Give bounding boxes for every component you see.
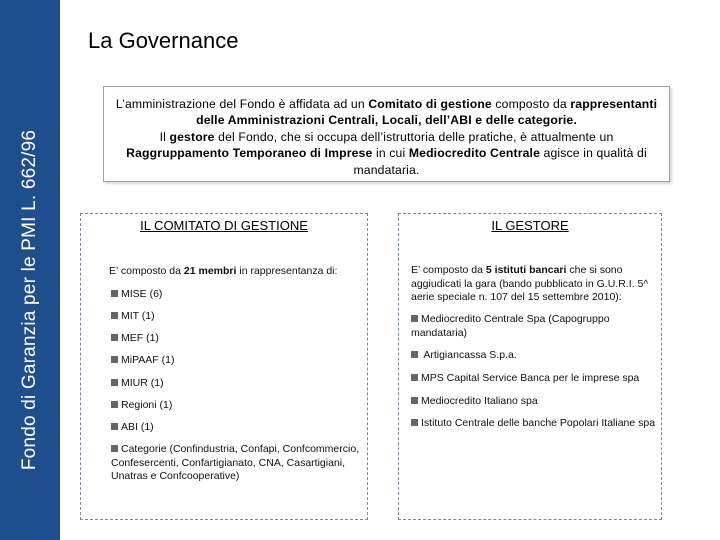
comitato-panel [80,213,368,520]
comitato-desc-text: E’ composto da [109,265,184,277]
list-item-label: Regioni (1) [121,398,173,411]
gestore-heading: IL GESTORE [491,218,569,233]
square-bullet-icon [411,315,418,322]
square-bullet-icon [411,374,418,381]
list-item-label: MEF (1) [121,332,159,345]
list-item [411,417,659,431]
comitato-desc-emphasis: 21 membri [183,265,237,277]
list-item [111,377,366,391]
sidebar-title: Fondo di Garanzia per le PMI L. 662/96 [19,129,40,471]
square-bullet-icon [111,356,118,363]
intro-box [103,86,670,182]
intro-text: agisce in qualità di mandataria. [353,146,647,177]
list-item-label: Mediocredito Centrale Spa (Capogruppo mandataria) [411,313,610,339]
list-item [111,310,366,324]
list-item [111,332,366,346]
square-bullet-icon [111,334,118,341]
square-bullet-icon [411,419,418,426]
intro-emphasis: Comitato di gestione [368,97,492,111]
square-bullet-icon [111,290,118,297]
gestore-desc-emphasis: 5 istituti bancari [485,264,567,276]
intro-emphasis: rappresentanti delle Amministrazioni Centrali, Locali, dell’ABI e delle categorie. [196,97,658,128]
list-item-label: ABI (1) [121,420,154,433]
list-item-label: Artigiancassa S.p.a. [421,349,517,362]
square-bullet-icon [111,379,118,386]
comitato-heading: IL COMITATO DI GESTIONE [140,218,308,233]
gestore-desc-text: che si sono aggiudicati la gara (bando pubblicato in G.U.R.I. 5^ aerie speciale n. 107 del 15 settembre 2010): [411,264,649,304]
list-item [111,443,366,484]
comitato-member-list [111,288,366,484]
gestore-desc-text: E’ composto da [411,264,486,276]
list-item [111,399,366,413]
gestore-panel [398,213,662,520]
page-title: La Governance [88,28,239,53]
list-item [111,421,366,435]
square-bullet-icon [111,312,118,319]
intro-text: L’amministrazione del Fondo è affidata ad un [115,97,369,111]
intro-text: Il [159,129,170,144]
square-bullet-icon [111,445,118,452]
gestore-bank-list [411,313,659,431]
intro-paragraph-1 [112,96,661,129]
list-item-label: MIT (1) [121,310,155,323]
square-bullet-icon [111,423,118,430]
list-item [411,395,659,409]
list-item-label: Mediocredito Italiano spa [421,394,538,407]
intro-text: composto da [491,97,571,111]
square-bullet-icon [411,397,418,404]
gestore-description [411,264,656,305]
comitato-desc-text: in rappresentanza di: [236,265,338,277]
intro-text: in cui [372,146,409,161]
list-item-label: MPS Capital Service Banca per le imprese spa [421,371,640,384]
list-item [411,372,659,386]
list-item [111,354,366,368]
intro-emphasis: Mediocredito Centrale [408,146,541,161]
square-bullet-icon [411,351,418,358]
intro-emphasis: gestore [169,129,215,144]
list-item [411,349,659,363]
list-item [411,313,659,340]
comitato-description [109,265,364,279]
intro-text: del Fondo, che si occupa dell’istruttoria delle pratiche, è attualmente un [214,129,614,144]
list-item-label: MISE (6) [121,288,163,300]
list-item-label: MIUR (1) [121,376,164,389]
list-item [111,288,366,302]
square-bullet-icon [111,401,118,408]
intro-paragraph-2 [112,129,661,178]
intro-emphasis: Raggruppamento Temporaneo di Imprese [126,146,373,161]
list-item-label: Istituto Centrale delle banche Popolari Italiane spa [421,417,656,430]
list-item-label: MiPAAF (1) [121,354,175,367]
list-item-label: Categorie (Confindustria, Confapi, Confcommercio, Confesercenti, Confartigianato, CNA, Casartigiani, Unatras e Confcooperative) [111,442,360,483]
sidebar [0,0,60,540]
